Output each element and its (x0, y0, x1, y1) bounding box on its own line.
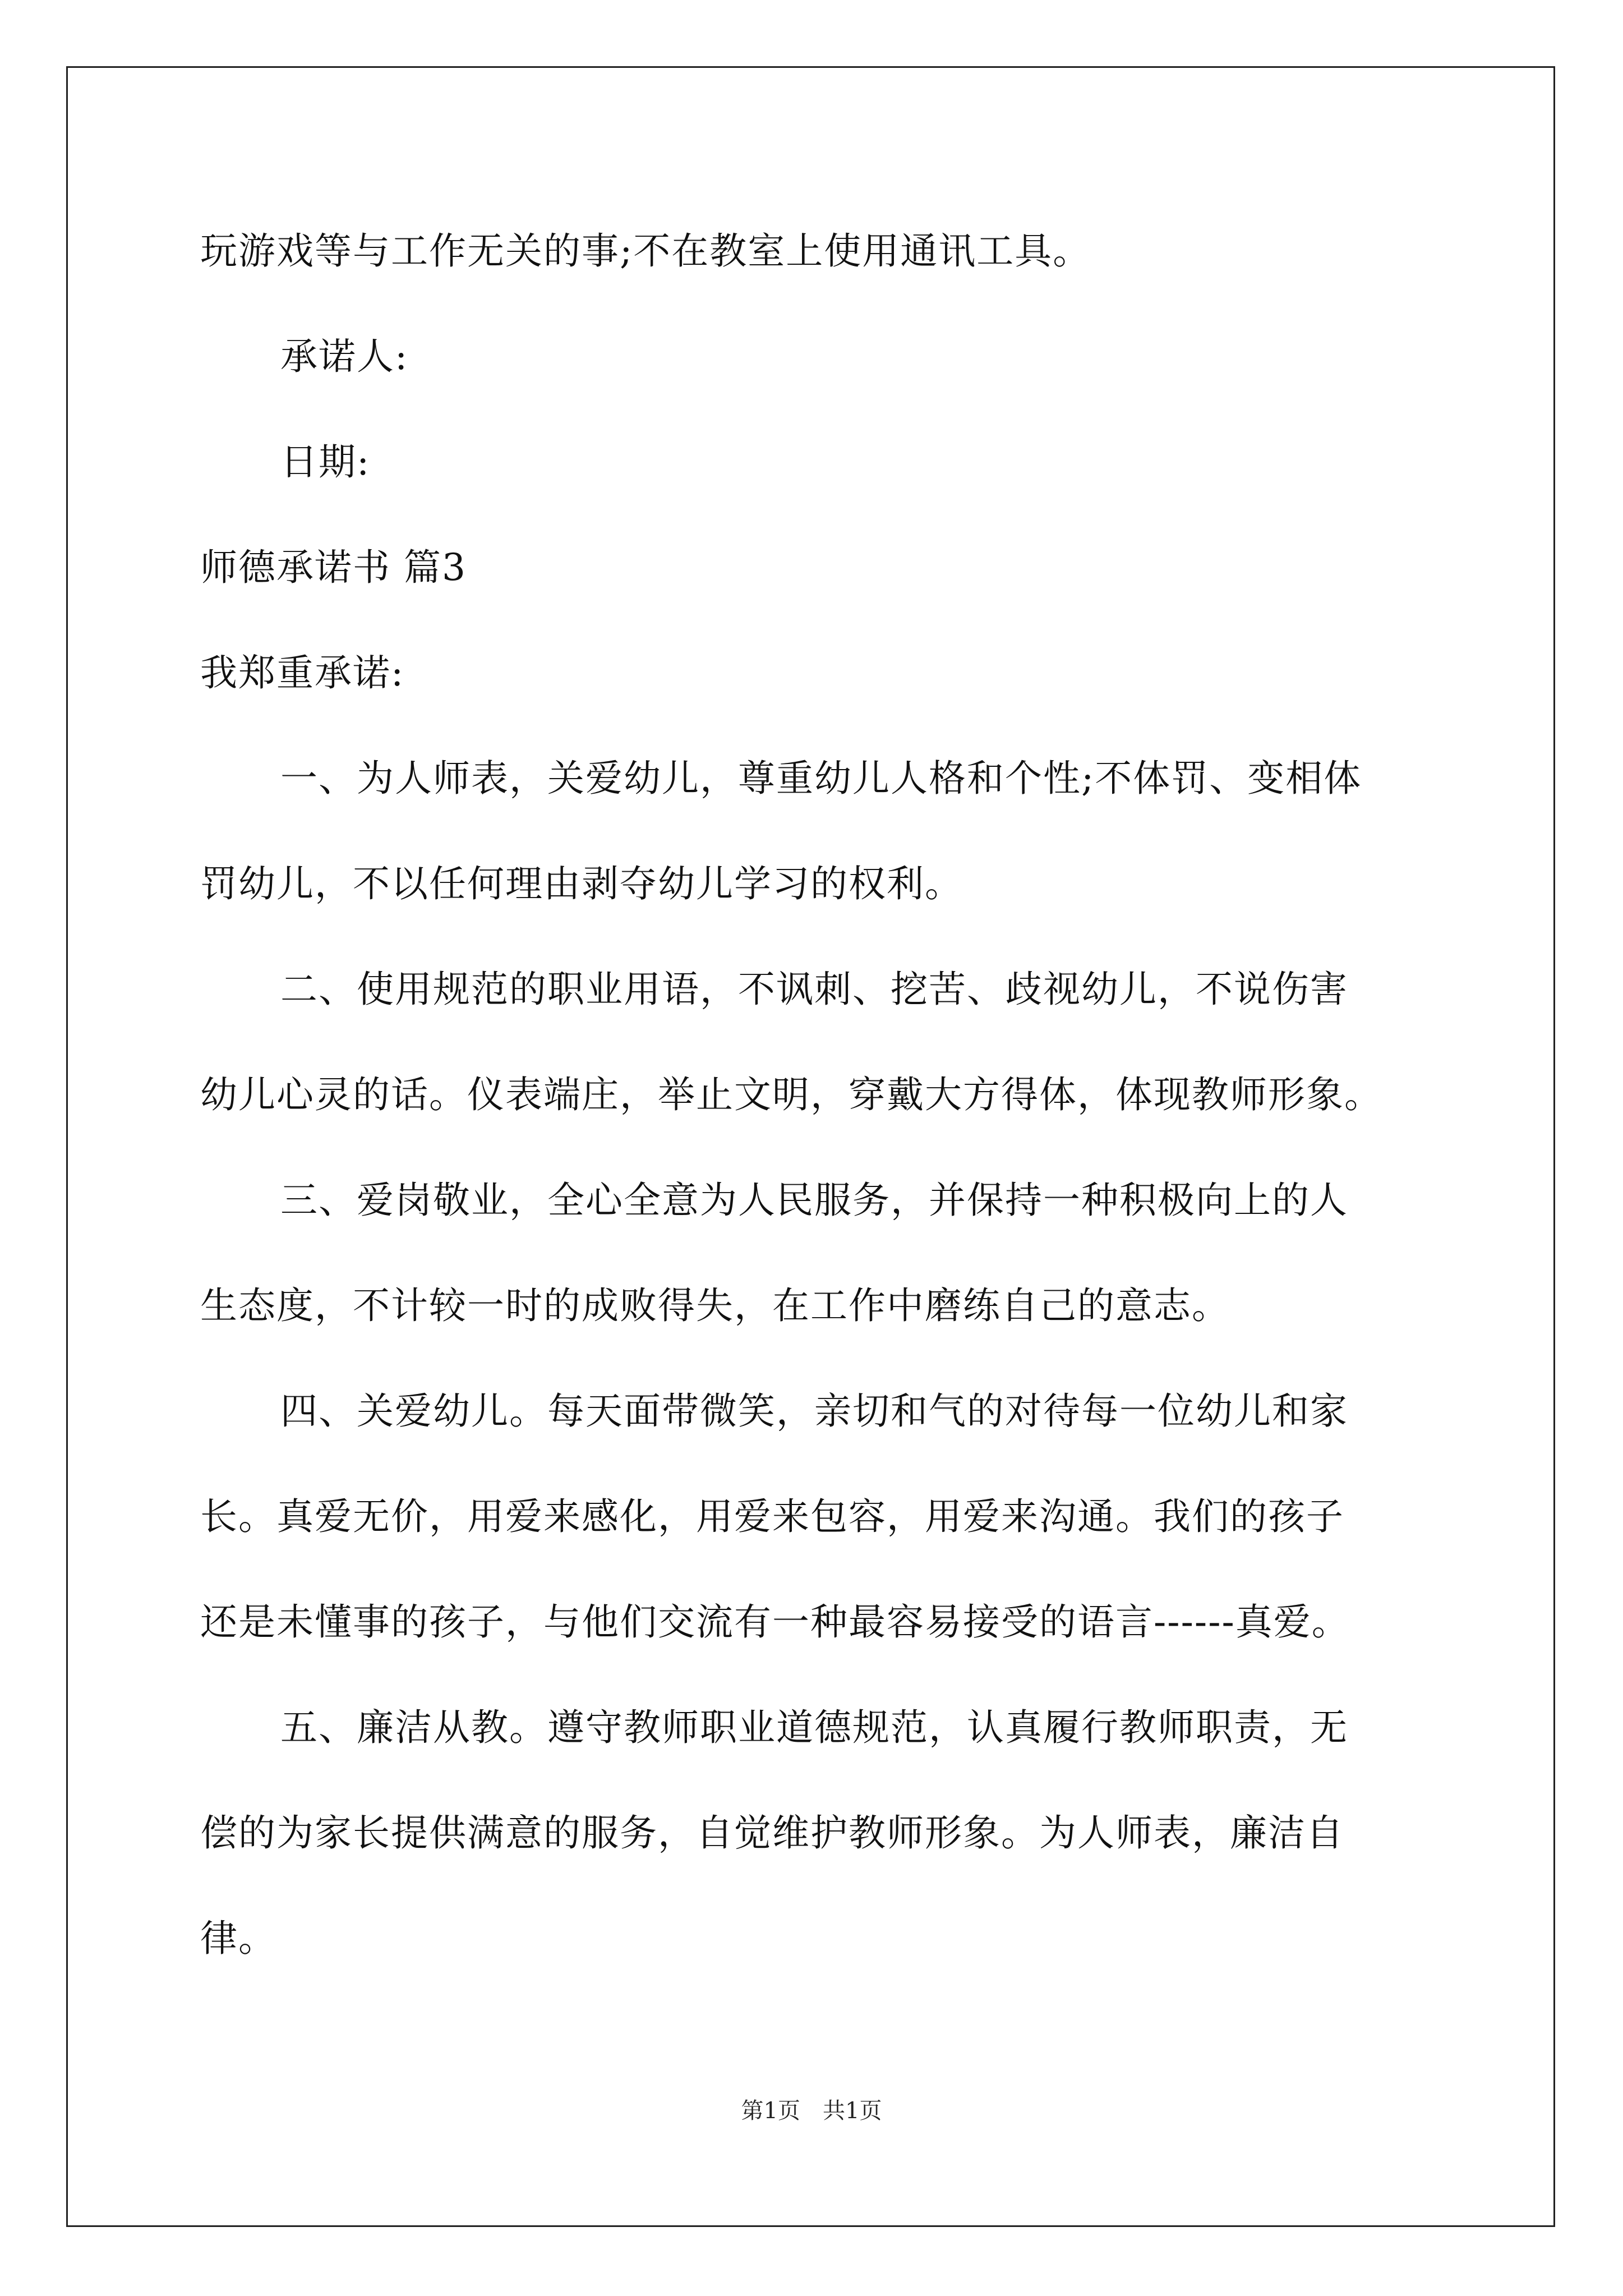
text-line: 还是未懂事的孩子，与他们交流有一种最容易接受的语言------真爱。 (200, 1600, 1350, 1644)
text-line: 律。 (200, 1917, 276, 1960)
text-line: 二、使用规范的职业用语，不讽刺、挖苦、歧视幼儿，不说伤害 (280, 968, 1348, 1011)
section-heading: 师德承诺书 篇3 (200, 546, 467, 589)
text-line: 长。真爱无价，用爱来感化，用爱来包容，用爱来沟通。我们的孩子 (200, 1495, 1344, 1538)
text-line: 偿的为家长提供满意的服务，自觉维护教师形象。为人师表，廉洁自 (200, 1811, 1344, 1855)
text-line: 幼儿心灵的话。仪表端庄，举止文明，穿戴大方得体，体现教师形象。 (200, 1073, 1382, 1116)
date-label: 日期: (280, 440, 371, 484)
signer-label: 承诺人: (280, 335, 409, 378)
page-number: 第1页 共1页 (741, 2098, 882, 2124)
text-line: 四、关爱幼儿。每天面带微笑，亲切和气的对待每一位幼儿和家 (280, 1389, 1348, 1433)
pledge-intro: 我郑重承诺: (200, 651, 405, 694)
text-line: 生态度，不计较一时的成败得失，在工作中磨练自己的意志。 (200, 1284, 1230, 1327)
page-border (66, 66, 1555, 2227)
text-line: 五、廉洁从教。遵守教师职业道德规范，认真履行教师职责，无 (280, 1706, 1348, 1749)
text-line: 一、为人师表，关爱幼儿，尊重幼儿人格和个性;不体罚、变相体 (280, 757, 1362, 800)
text-line: 玩游戏等与工作无关的事;不在教室上使用通讯工具。 (200, 229, 1091, 273)
text-line: 三、爱岗敬业，全心全意为人民服务，并保持一种积极向上的人 (280, 1179, 1348, 1222)
text-line: 罚幼儿，不以任何理由剥夺幼儿学习的权利。 (200, 862, 963, 905)
